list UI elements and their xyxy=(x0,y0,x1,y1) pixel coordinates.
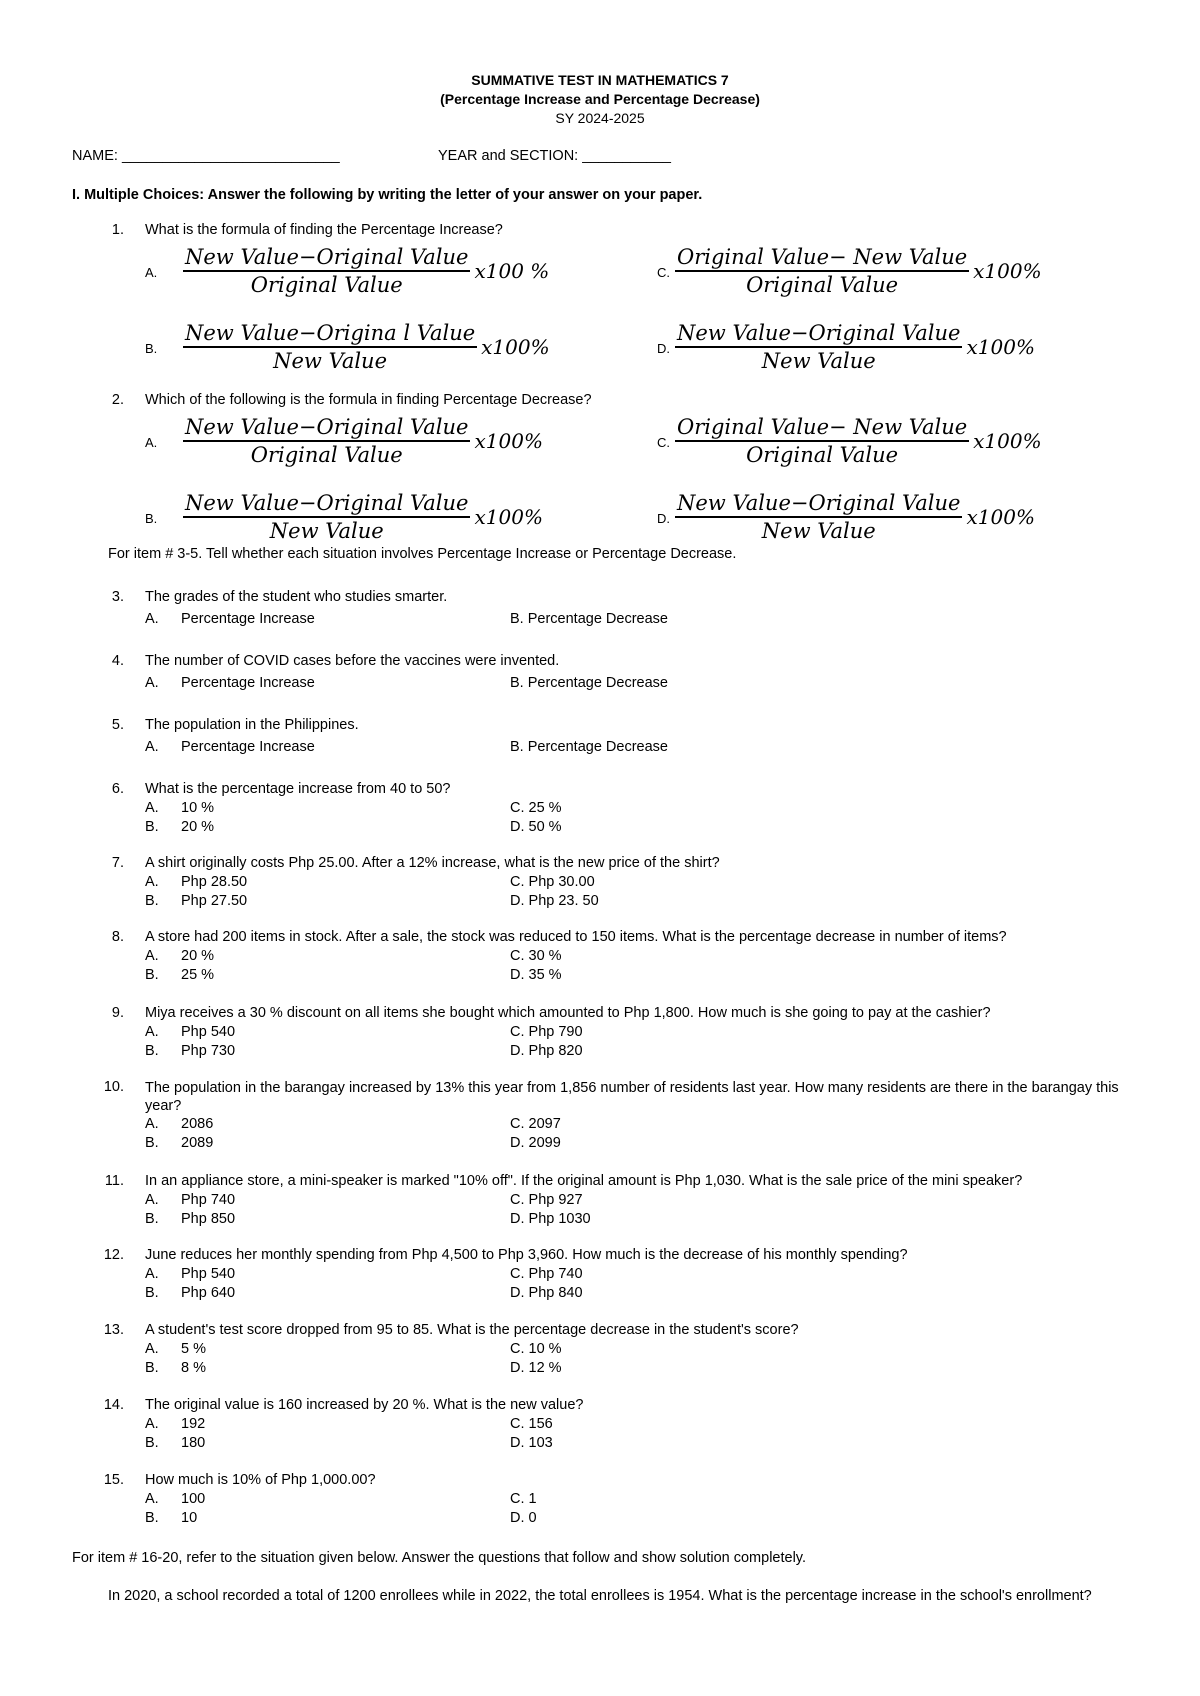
option-b[interactable]: 10 xyxy=(181,1510,198,1526)
formula-denominator: Original Value xyxy=(250,442,403,467)
option-c[interactable]: C. 156 xyxy=(510,1416,553,1432)
option-letter: A. xyxy=(145,948,159,964)
formula-multiplier: x100% xyxy=(966,504,1035,529)
option-letter: B. xyxy=(145,341,158,356)
formula-numerator: Original Value− New Value xyxy=(677,415,968,439)
option-letter: A. xyxy=(145,1416,159,1432)
question-text: What is the percentage increase from 40 to 50? xyxy=(145,781,451,797)
option-b[interactable]: B. Percentage Decrease xyxy=(510,611,668,627)
option-a-letter: A. xyxy=(145,675,159,691)
question-text: The population in the Philippines. xyxy=(145,717,359,733)
option-b[interactable]: B. Percentage Decrease xyxy=(510,739,668,755)
question-number: 9. xyxy=(111,1005,124,1021)
formula-denominator: Original Value xyxy=(746,442,899,467)
name-blank: ___________________________ xyxy=(121,148,340,164)
question-number: 15. xyxy=(103,1472,124,1488)
option-a[interactable]: Percentage Increase xyxy=(181,611,315,627)
question-number: 6. xyxy=(111,781,124,797)
name-label: NAME: xyxy=(72,148,118,164)
fraction-stack xyxy=(675,244,969,298)
option-letter: B. xyxy=(145,1285,159,1301)
option-a[interactable]: 100 xyxy=(181,1491,206,1507)
option-a-letter: A. xyxy=(145,739,159,755)
option-a[interactable]: 5 % xyxy=(181,1341,206,1357)
option-c[interactable]: C. 2097 xyxy=(510,1116,561,1132)
option-letter: B. xyxy=(145,511,158,526)
option-letter: A. xyxy=(145,1491,159,1507)
formula-multiplier: x100% xyxy=(966,334,1035,359)
question-text: June reduces her monthly spending from Php 4,500 to Php 3,960. How much is the decrease of his monthly spending? xyxy=(145,1247,908,1263)
option-c[interactable]: C. 1 xyxy=(510,1491,537,1507)
formula-denominator: Original Value xyxy=(746,272,899,297)
question-text: The number of COVID cases before the vaccines were invented. xyxy=(145,653,560,669)
formula-numerator: New Value−Original Value xyxy=(677,491,961,515)
option-a[interactable]: Php 540 xyxy=(181,1266,236,1282)
formula-fraction xyxy=(183,490,543,544)
option-b[interactable]: 25 % xyxy=(181,967,215,983)
option-letter: A. xyxy=(145,435,158,450)
question-text: A store had 200 items in stock. After a sale, the stock was reduced to 150 items. What is the percentage decrease in number of items? xyxy=(145,929,1007,945)
option-letter: B. xyxy=(145,1135,159,1151)
formula-fraction xyxy=(675,320,1035,374)
question-text: The original value is 160 increased by 20 %. What is the new value? xyxy=(145,1397,584,1413)
option-letter: D. xyxy=(657,341,670,356)
section-field[interactable] xyxy=(438,148,671,164)
option-letter: B. xyxy=(145,1211,159,1227)
question-number: 1. xyxy=(111,222,124,238)
option-d[interactable]: D. 103 xyxy=(510,1435,553,1451)
option-b[interactable]: Php 730 xyxy=(181,1043,236,1059)
name-field[interactable] xyxy=(72,148,340,164)
option-d[interactable]: D. 35 % xyxy=(510,967,562,983)
formula-multiplier: x100% xyxy=(474,504,543,529)
option-a[interactable]: Percentage Increase xyxy=(181,675,315,691)
question-number: 11. xyxy=(104,1173,124,1189)
option-letter: B. xyxy=(145,893,159,909)
option-b[interactable]: Php 850 xyxy=(181,1211,236,1227)
question-number: 4. xyxy=(111,653,124,669)
question-number: 2. xyxy=(111,392,124,408)
option-c[interactable]: C. 25 % xyxy=(510,800,562,816)
option-d[interactable]: D. 2099 xyxy=(510,1135,561,1151)
formula-numerator: New Value−Original Value xyxy=(677,321,961,345)
formula-fraction xyxy=(675,414,1042,468)
formula-multiplier: x100% xyxy=(973,428,1042,453)
option-letter: B. xyxy=(145,1360,159,1376)
situation-paragraph: In 2020, a school recorded a total of 1200 enrollees while in 2022, the total enrollees is 1954. What is the percentage increase in the school's enrollment? xyxy=(108,1588,1092,1604)
section-blank: ___________ xyxy=(582,148,671,164)
option-d[interactable]: D. Php 23. 50 xyxy=(510,893,599,909)
option-a-letter: A. xyxy=(145,611,159,627)
question-number: 7. xyxy=(111,855,124,871)
formula-fraction xyxy=(183,320,550,374)
option-a[interactable]: 192 xyxy=(181,1416,206,1432)
fraction-stack xyxy=(675,414,969,468)
option-letter: B. xyxy=(145,1043,159,1059)
option-c[interactable]: C. Php 927 xyxy=(510,1192,583,1208)
formula-numerator: New Value−Original Value xyxy=(185,245,469,269)
formula-denominator: Original Value xyxy=(250,272,403,297)
option-d[interactable]: D. Php 1030 xyxy=(510,1211,591,1227)
option-a[interactable]: 10 % xyxy=(181,800,215,816)
test-subtitle: (Percentage Increase and Percentage Decrease) xyxy=(440,91,760,107)
fraction-stack xyxy=(183,490,470,544)
question-text: In an appliance store, a mini-speaker is marked "10% off". If the original amount is Php 1,030. What is the sale price of the mini speaker? xyxy=(145,1173,1023,1189)
option-letter: A. xyxy=(145,1116,159,1132)
school-year: SY 2024-2025 xyxy=(555,110,645,126)
option-b[interactable]: 20 % xyxy=(181,819,215,835)
option-a[interactable]: 2086 xyxy=(181,1116,214,1132)
option-letter: A. xyxy=(145,265,158,280)
option-c[interactable]: C. Php 740 xyxy=(510,1266,583,1282)
option-a[interactable]: Php 28.50 xyxy=(181,874,248,890)
question-text: What is the formula of finding the Percentage Increase? xyxy=(145,222,503,238)
question-text: Miya receives a 30 % discount on all items she bought which amounted to Php 1,800. How much is she going to pay at the cashier? xyxy=(145,1005,991,1021)
formula-fraction xyxy=(675,490,1035,544)
formula-denominator: New Value xyxy=(761,348,876,373)
question-number: 12. xyxy=(103,1247,124,1263)
option-letter: C. xyxy=(657,435,670,450)
section-label: YEAR and SECTION: xyxy=(438,148,579,164)
option-d[interactable]: D. 12 % xyxy=(510,1360,562,1376)
fraction-stack xyxy=(183,244,470,298)
option-b[interactable]: 180 xyxy=(181,1435,206,1451)
section-instruction: I. Multiple Choices: Answer the following by writing the letter of your answer on your paper. xyxy=(72,187,703,203)
question-number: 10. xyxy=(103,1079,124,1095)
option-letter: A. xyxy=(145,1192,159,1208)
option-d[interactable]: D. 50 % xyxy=(510,819,562,835)
question-text: The population in the barangay increased by 13% this year from 1,856 number of residents last year. How many residents are there in the barangay this year? xyxy=(145,1080,1119,1114)
question-text: Which of the following is the formula in finding Percentage Decrease? xyxy=(145,392,592,408)
formula-multiplier: x100% xyxy=(973,258,1042,283)
question-number: 3. xyxy=(111,589,124,605)
fraction-stack xyxy=(675,490,962,544)
question-number: 13. xyxy=(103,1322,124,1338)
option-b[interactable]: Php 640 xyxy=(181,1285,236,1301)
option-c[interactable]: C. 10 % xyxy=(510,1341,562,1357)
formula-denominator: New Value xyxy=(273,348,388,373)
option-b[interactable]: 8 % xyxy=(181,1360,206,1376)
question-number: 5. xyxy=(111,717,124,733)
option-letter: A. xyxy=(145,800,159,816)
option-a[interactable]: Php 540 xyxy=(181,1024,236,1040)
option-b[interactable]: Php 27.50 xyxy=(181,893,248,909)
question-text: How much is 10% of Php 1,000.00? xyxy=(145,1472,376,1488)
formula-multiplier: x100% xyxy=(481,334,550,359)
option-a[interactable]: Php 740 xyxy=(181,1192,236,1208)
test-title: SUMMATIVE TEST IN MATHEMATICS 7 xyxy=(471,72,729,88)
formula-numerator: New Value−Original Value xyxy=(185,491,469,515)
formula-denominator: New Value xyxy=(761,518,876,543)
option-d[interactable]: D. Php 840 xyxy=(510,1285,583,1301)
note-items-3-5: For item # 3-5. Tell whether each situation involves Percentage Increase or Percentage Decrease. xyxy=(108,546,737,562)
option-letter: B. xyxy=(145,819,159,835)
question-number: 8. xyxy=(111,929,124,945)
formula-fraction xyxy=(675,244,1042,298)
option-a[interactable]: 20 % xyxy=(181,948,215,964)
option-b[interactable]: B. Percentage Decrease xyxy=(510,675,668,691)
formula-denominator: New Value xyxy=(269,518,384,543)
note-items-16-20: For item # 16-20, refer to the situation given below. Answer the questions that follow and show solution completely. xyxy=(72,1550,806,1566)
question-text: A shirt originally costs Php 25.00. After a 12% increase, what is the new price of the shirt? xyxy=(145,855,720,871)
question-text: The grades of the student who studies smarter. xyxy=(145,589,448,605)
option-letter: B. xyxy=(145,1510,159,1526)
formula-numerator: Original Value− New Value xyxy=(677,245,968,269)
option-c[interactable]: C. 30 % xyxy=(510,948,562,964)
question-text: A student's test score dropped from 95 to 85. What is the percentage decrease in the student's score? xyxy=(145,1322,799,1338)
question-number: 14. xyxy=(103,1397,124,1413)
option-d[interactable]: D. 0 xyxy=(510,1510,537,1526)
fraction-stack xyxy=(183,414,470,468)
fraction-stack xyxy=(675,320,962,374)
fraction-stack xyxy=(183,320,477,374)
formula-numerator: New Value−Original Value xyxy=(185,415,469,439)
formula-multiplier: x100% xyxy=(474,428,543,453)
option-letter: A. xyxy=(145,874,159,890)
option-letter: D. xyxy=(657,511,670,526)
option-c[interactable]: C. Php 790 xyxy=(510,1024,583,1040)
formula-fraction xyxy=(183,244,549,298)
formula-fraction xyxy=(183,414,543,468)
option-letter: A. xyxy=(145,1341,159,1357)
option-letter: C. xyxy=(657,265,670,280)
option-letter: B. xyxy=(145,967,159,983)
option-b[interactable]: 2089 xyxy=(181,1135,214,1151)
option-letter: B. xyxy=(145,1435,159,1451)
option-letter: A. xyxy=(145,1266,159,1282)
option-c[interactable]: C. Php 30.00 xyxy=(510,874,595,890)
formula-numerator: New Value−Origina l Value xyxy=(185,321,476,345)
option-a[interactable]: Percentage Increase xyxy=(181,739,315,755)
option-d[interactable]: D. Php 820 xyxy=(510,1043,583,1059)
option-letter: A. xyxy=(145,1024,159,1040)
formula-multiplier: x100 % xyxy=(474,258,550,283)
